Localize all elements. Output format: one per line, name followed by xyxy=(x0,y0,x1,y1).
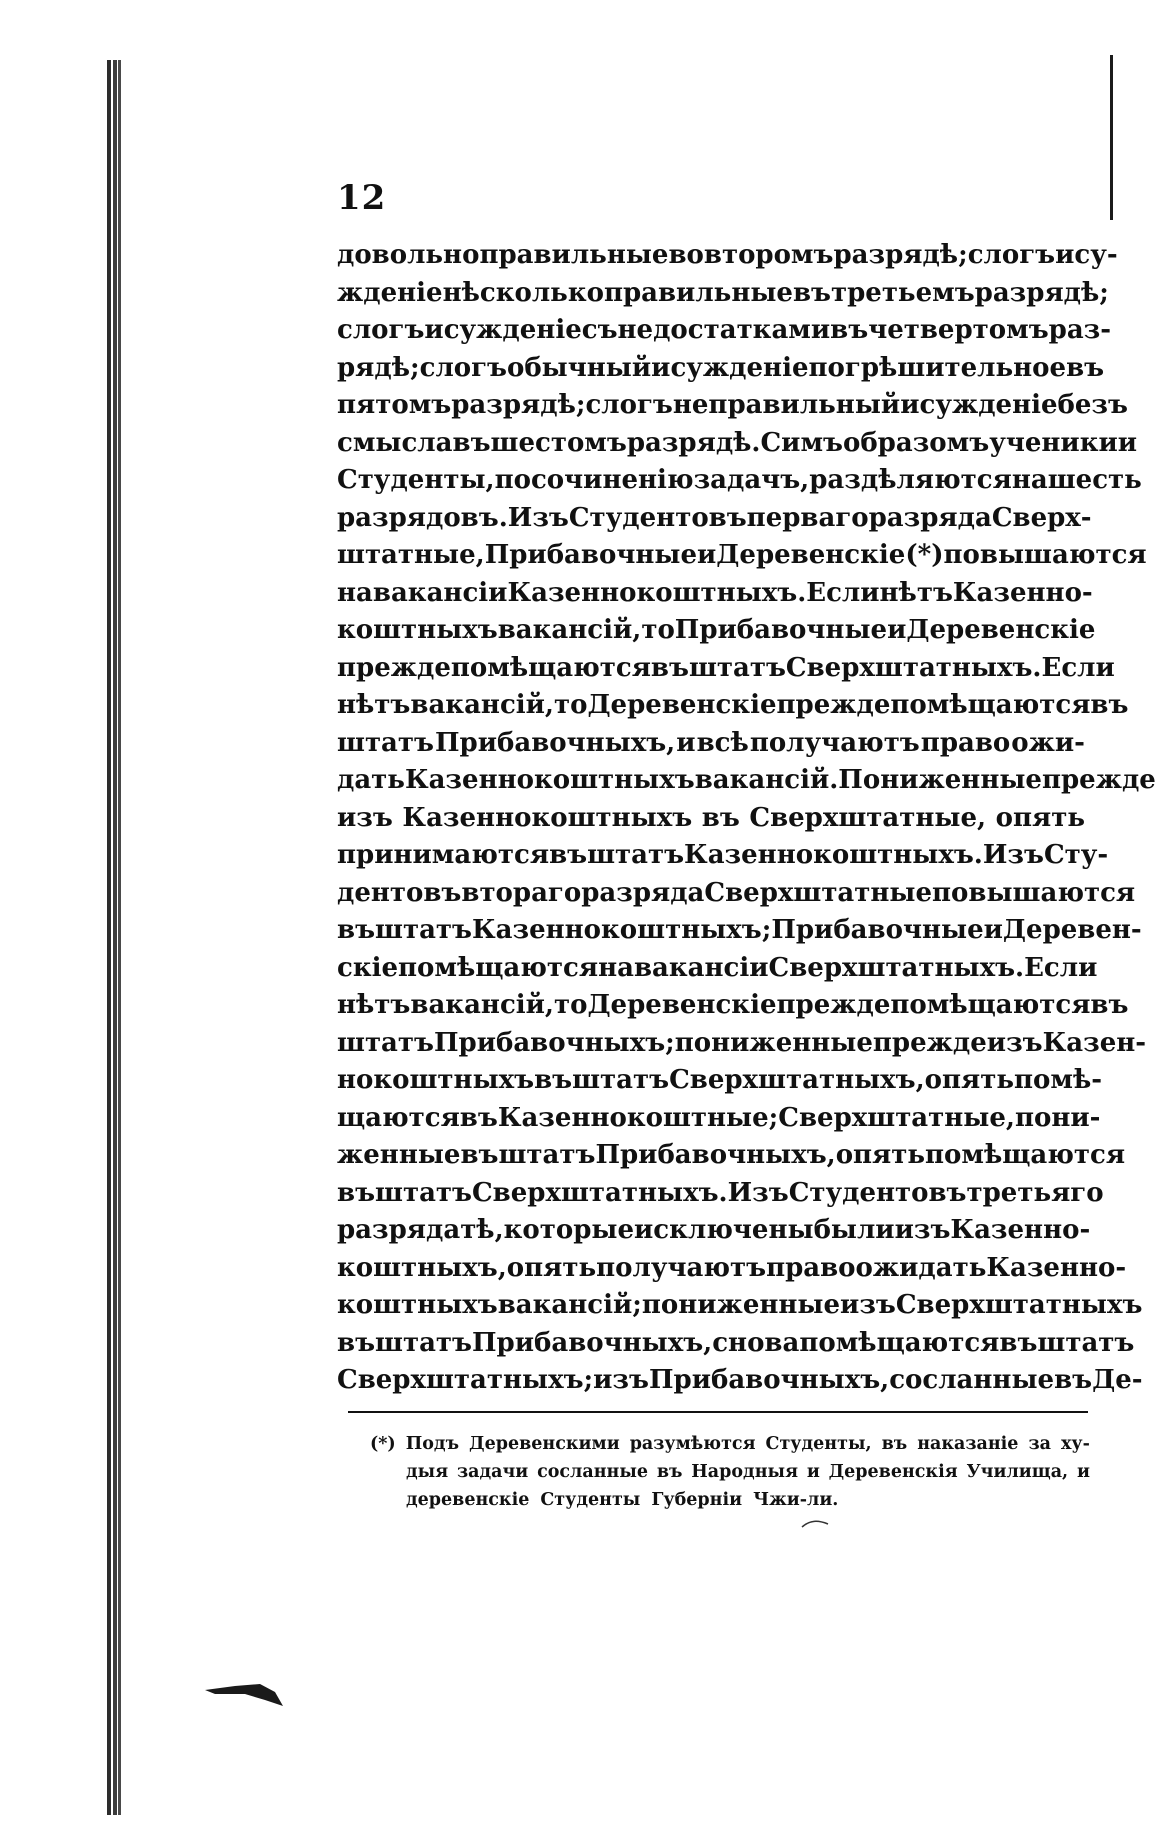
word: Казеннокоштныхъ. xyxy=(507,577,807,608)
word: опять xyxy=(506,1252,597,1283)
word: шестомъ xyxy=(490,427,627,458)
word: пониженные xyxy=(674,1027,873,1058)
word: то xyxy=(553,690,588,720)
word: вакансій, xyxy=(497,615,642,645)
word: въ xyxy=(881,1434,908,1454)
word: повышаются xyxy=(943,540,1147,570)
word: пятомъ xyxy=(337,390,452,420)
word: прежде xyxy=(776,690,891,720)
word: Де- xyxy=(1092,1365,1143,1395)
word: Студенты xyxy=(540,1490,641,1510)
word: Прибавочные xyxy=(674,615,888,645)
word: Чжи-ли. xyxy=(753,1490,839,1510)
word: щаются xyxy=(337,1102,460,1133)
word: Прибавочныхъ; xyxy=(433,1027,675,1058)
word: Казенно- xyxy=(950,1215,1091,1245)
word: су- xyxy=(1074,240,1118,270)
word: помѣ- xyxy=(1014,1065,1103,1095)
word: Если xyxy=(1024,952,1098,983)
word: скіе xyxy=(337,952,399,983)
word: задачи xyxy=(456,1462,529,1482)
word: Изъ xyxy=(507,502,569,533)
word: изъ xyxy=(986,1027,1043,1058)
word: Изъ xyxy=(727,1177,789,1208)
word: въ xyxy=(459,1102,498,1133)
word: разрядѣ. xyxy=(626,427,761,458)
word: прежде xyxy=(1041,765,1156,795)
word: во xyxy=(668,240,704,270)
word: ожи- xyxy=(1011,727,1085,758)
word: Сверхштатные, xyxy=(749,802,987,833)
text-line xyxy=(337,612,1096,650)
word: нѣтъ xyxy=(337,690,411,720)
word: разрядѣ; xyxy=(974,277,1109,308)
text-line xyxy=(337,575,1093,613)
word: разрядѣ; xyxy=(833,240,968,270)
word: и xyxy=(696,540,717,570)
text-line xyxy=(337,275,1109,313)
text-line xyxy=(337,875,1136,913)
text-line xyxy=(337,987,1129,1025)
word: наказаніе xyxy=(917,1434,1019,1454)
word: и xyxy=(1055,240,1075,270)
word: Подъ xyxy=(405,1434,460,1454)
word: и xyxy=(424,315,444,345)
word: Студентовъ xyxy=(568,502,747,533)
text-line xyxy=(337,312,1112,350)
word: сужденіе xyxy=(919,390,1058,420)
word: сосланные xyxy=(537,1462,649,1482)
word: четвертомъ xyxy=(868,315,1049,345)
word: смысла xyxy=(337,427,453,458)
word: Студентовъ xyxy=(788,1177,967,1208)
word: сужденіе xyxy=(443,315,582,345)
word: пониженные xyxy=(641,1290,841,1320)
word: въ xyxy=(460,1140,499,1170)
word: образомъ xyxy=(843,427,990,458)
word: на xyxy=(598,952,634,983)
word: Сту- xyxy=(1043,840,1109,870)
word: Деревенскими xyxy=(469,1434,620,1454)
word: дать xyxy=(337,765,405,795)
word: на xyxy=(1011,465,1048,495)
word: право xyxy=(766,1252,856,1283)
word: и xyxy=(676,727,696,758)
word: женные xyxy=(337,1140,461,1170)
word: правильные xyxy=(603,277,793,308)
word: въ xyxy=(1054,1365,1093,1395)
word: на xyxy=(337,577,373,608)
text-line xyxy=(337,650,1115,688)
word: и xyxy=(887,615,907,645)
text-line xyxy=(337,1062,1103,1100)
text-line xyxy=(337,537,1147,575)
text-line xyxy=(337,912,1142,950)
word: Училища, xyxy=(966,1462,1069,1482)
word: Казенно- xyxy=(986,1252,1127,1283)
word: и xyxy=(900,390,920,420)
text-line xyxy=(337,1362,1143,1400)
word: вакансій. xyxy=(694,765,839,795)
word: неправильный xyxy=(672,390,901,420)
page-edge-line xyxy=(1110,55,1113,220)
word: всѣ xyxy=(696,727,749,758)
word: прежде xyxy=(776,990,891,1020)
word: раздѣляются xyxy=(809,465,1012,495)
word: помѣщаются xyxy=(799,1327,1000,1358)
word: сосланные xyxy=(889,1365,1055,1395)
page-number: 12 xyxy=(337,178,387,218)
word: въ xyxy=(452,427,491,458)
word: Казен- xyxy=(1042,1027,1147,1058)
word: и xyxy=(651,352,671,383)
word: то xyxy=(553,990,588,1020)
word: исключены xyxy=(634,1215,814,1245)
text-line xyxy=(337,1212,1091,1250)
word: деревенскіе xyxy=(406,1490,530,1510)
footnote xyxy=(370,1430,1090,1514)
word: обычный xyxy=(507,352,652,383)
word: ученики xyxy=(989,427,1118,458)
word: штатъ xyxy=(1037,1327,1135,1358)
text-line xyxy=(337,1287,1143,1325)
word: раз- xyxy=(1048,315,1112,345)
word: въ xyxy=(650,652,689,683)
word: въ xyxy=(337,915,376,945)
word: Сверхштатные, xyxy=(778,1102,1015,1133)
word: коштныхъ xyxy=(337,1290,498,1320)
word: въ xyxy=(1090,690,1129,720)
word: Сверхштатныхъ, xyxy=(669,1065,925,1095)
text-line xyxy=(337,500,1092,538)
word: Деревенскіе xyxy=(716,540,906,570)
word: вакансій; xyxy=(497,1290,642,1320)
text-line xyxy=(337,1325,1135,1363)
word: шесть xyxy=(1047,465,1142,495)
word: Изъ xyxy=(982,840,1044,870)
word: ожидать xyxy=(855,1252,987,1283)
word: сужденіе xyxy=(670,352,809,383)
word: помѣщаются xyxy=(925,1140,1126,1170)
word: дентовъ xyxy=(337,877,462,908)
word: Студенты, xyxy=(337,465,495,495)
word: Симъ xyxy=(760,427,843,458)
word: которые xyxy=(503,1215,634,1245)
binding-edge xyxy=(107,60,121,1815)
word: Пониженные xyxy=(838,765,1042,795)
word: то xyxy=(641,615,675,645)
word: и xyxy=(983,915,1003,945)
word: втораго xyxy=(461,877,582,908)
word: Деревенскіе xyxy=(587,990,777,1020)
word: Сверхштатные xyxy=(704,877,933,908)
word: Деревен- xyxy=(1002,915,1142,945)
word: вакансій, xyxy=(410,990,554,1020)
word: слогъ xyxy=(967,240,1056,270)
word: въ xyxy=(337,1177,376,1208)
word: съ xyxy=(581,315,618,345)
word: разрядовъ. xyxy=(337,502,508,533)
text-line xyxy=(337,725,1085,763)
word: Деревенскіе xyxy=(587,690,777,720)
word: слогъ xyxy=(419,352,507,383)
word: Деревенскія xyxy=(828,1462,958,1482)
word: право xyxy=(920,727,1011,758)
word: получаютъ xyxy=(596,1252,767,1283)
word: Прибавочные xyxy=(771,915,984,945)
text-line xyxy=(337,425,1138,463)
word: задачъ, xyxy=(693,465,810,495)
word: вакансіи xyxy=(372,577,508,608)
word: опять xyxy=(924,1065,1015,1095)
text-line xyxy=(337,687,1129,725)
word: въ xyxy=(999,1327,1038,1358)
word: штатъ xyxy=(337,727,434,758)
word: Деревенскіе xyxy=(906,615,1096,645)
word: Прибавочныхъ, xyxy=(595,1140,836,1170)
word: разряда xyxy=(337,1215,461,1245)
word: штатъ xyxy=(375,1177,472,1208)
word: штатные, xyxy=(337,540,485,570)
word: помѣщаются xyxy=(890,990,1091,1020)
word: дыя xyxy=(406,1462,449,1482)
word: Казеннокоштныхъ xyxy=(402,802,693,833)
word: штатъ xyxy=(337,1027,434,1058)
text-line xyxy=(337,1025,1147,1063)
ink-smudge xyxy=(205,1680,285,1710)
word: прежде xyxy=(872,1027,987,1058)
word: въ xyxy=(656,1462,683,1482)
word: слогъ xyxy=(585,390,673,420)
word: Если xyxy=(1041,652,1115,683)
word: пони- xyxy=(1014,1102,1101,1133)
word: (*) xyxy=(370,1434,396,1454)
word: вакансій, xyxy=(410,690,554,720)
word: перваго xyxy=(746,502,869,533)
word: опять xyxy=(835,1140,926,1170)
word: рядѣ; xyxy=(337,352,420,383)
word: третьемъ xyxy=(830,277,975,308)
word: повышаются xyxy=(932,877,1136,908)
word: въ xyxy=(792,277,831,308)
word: Сверхштатныхъ. xyxy=(768,952,1025,983)
text-line xyxy=(337,950,1098,988)
word: Прибавочныхъ, xyxy=(435,727,676,758)
word: принимаются xyxy=(337,840,550,870)
stray-mark xyxy=(800,1518,830,1530)
word: изъ xyxy=(593,1365,649,1395)
word: Сверхштатныхъ xyxy=(895,1290,1143,1320)
word: нокоштныхъ xyxy=(337,1065,535,1095)
word: снова xyxy=(712,1327,800,1358)
text-line xyxy=(337,837,1109,875)
word: изъ xyxy=(840,1290,896,1320)
word: въ xyxy=(830,315,869,345)
word: сочиненію xyxy=(530,465,694,495)
word: нѣтъ xyxy=(337,990,411,1020)
word: коштныхъ xyxy=(337,615,498,645)
word: Сверхштатныхъ. xyxy=(785,652,1042,683)
word: Сверхштатныхъ; xyxy=(337,1365,594,1395)
footnote-divider xyxy=(348,1411,1088,1413)
word: Если xyxy=(806,577,880,608)
word: штатъ xyxy=(498,1140,596,1170)
word: Казеннокоштныхъ; xyxy=(471,915,772,945)
word: изъ xyxy=(894,1215,951,1245)
text-line xyxy=(337,350,1105,388)
word: и xyxy=(1117,427,1138,458)
word: Казеннокоштные; xyxy=(497,1102,779,1133)
word: разряда xyxy=(868,502,992,533)
footnote-line xyxy=(370,1458,1090,1486)
word: Сверхштатныхъ. xyxy=(471,1177,728,1208)
text-line xyxy=(337,800,1085,838)
word: помѣщаются xyxy=(890,690,1091,720)
footnote-line xyxy=(370,1486,1090,1514)
word: разумѣются xyxy=(629,1434,756,1454)
footnote-line xyxy=(370,1430,1090,1458)
word: разрядѣ; xyxy=(451,390,586,420)
word: помѣщаются xyxy=(398,952,599,983)
word: Прибавочныхъ, xyxy=(648,1365,890,1395)
word: правильные xyxy=(479,240,669,270)
word: Казеннокоштныхъ xyxy=(404,765,695,795)
word: за xyxy=(1028,1434,1051,1454)
word: слогъ xyxy=(337,315,425,345)
word: штатъ xyxy=(375,915,472,945)
word: разряда xyxy=(581,877,705,908)
word: по xyxy=(494,465,531,495)
text-line xyxy=(337,1100,1101,1138)
word: прежде xyxy=(337,652,451,683)
text-line xyxy=(337,1250,1127,1288)
word: тѣ, xyxy=(460,1215,504,1245)
word: довольно xyxy=(337,240,480,270)
word: Прибавочныхъ, xyxy=(471,1327,713,1358)
text-line xyxy=(337,1175,1104,1213)
word: штатъ xyxy=(688,652,786,683)
word: вакансіи xyxy=(633,952,769,983)
word: штатъ xyxy=(587,840,685,870)
word: Казеннокоштныхъ. xyxy=(684,840,983,870)
word: безъ xyxy=(1057,390,1128,420)
word: въ xyxy=(1090,990,1129,1020)
text-line xyxy=(337,237,1118,275)
word: Народныя xyxy=(691,1462,798,1482)
word: коштныхъ, xyxy=(337,1252,507,1283)
word: и xyxy=(806,1462,820,1482)
word: штатъ xyxy=(375,1327,472,1358)
word: въ xyxy=(337,1327,376,1358)
word: Прибавочные xyxy=(484,540,697,570)
word: въ xyxy=(1066,352,1105,383)
text-line xyxy=(337,387,1128,425)
word: жденіе xyxy=(337,277,443,308)
word: (*) xyxy=(905,540,944,570)
word: нѣсколько xyxy=(442,277,604,308)
word: въ xyxy=(534,1065,573,1095)
word: въ xyxy=(549,840,588,870)
word: въ xyxy=(701,802,740,833)
word: получаютъ xyxy=(749,727,920,758)
word: штатъ xyxy=(572,1065,670,1095)
word: опять xyxy=(995,802,1085,833)
word: Студенты, xyxy=(765,1434,872,1454)
body-text xyxy=(337,237,1156,1400)
word: второмъ xyxy=(703,240,834,270)
word: и xyxy=(1076,1462,1090,1482)
text-line xyxy=(337,1137,1126,1175)
word: изъ xyxy=(337,802,393,833)
word: ху- xyxy=(1061,1434,1090,1454)
word: Губерніи xyxy=(651,1490,743,1510)
text-line xyxy=(337,762,1156,800)
word: погрѣшительное xyxy=(808,352,1067,383)
text-line xyxy=(337,462,1142,500)
word: Сверх- xyxy=(991,502,1092,533)
word: недостатками xyxy=(617,315,831,345)
word: Казенно- xyxy=(952,577,1093,608)
word: были xyxy=(813,1215,895,1245)
word: нѣтъ xyxy=(879,577,953,608)
word: помѣщаются xyxy=(450,652,651,683)
word: третьяго xyxy=(966,1177,1104,1208)
